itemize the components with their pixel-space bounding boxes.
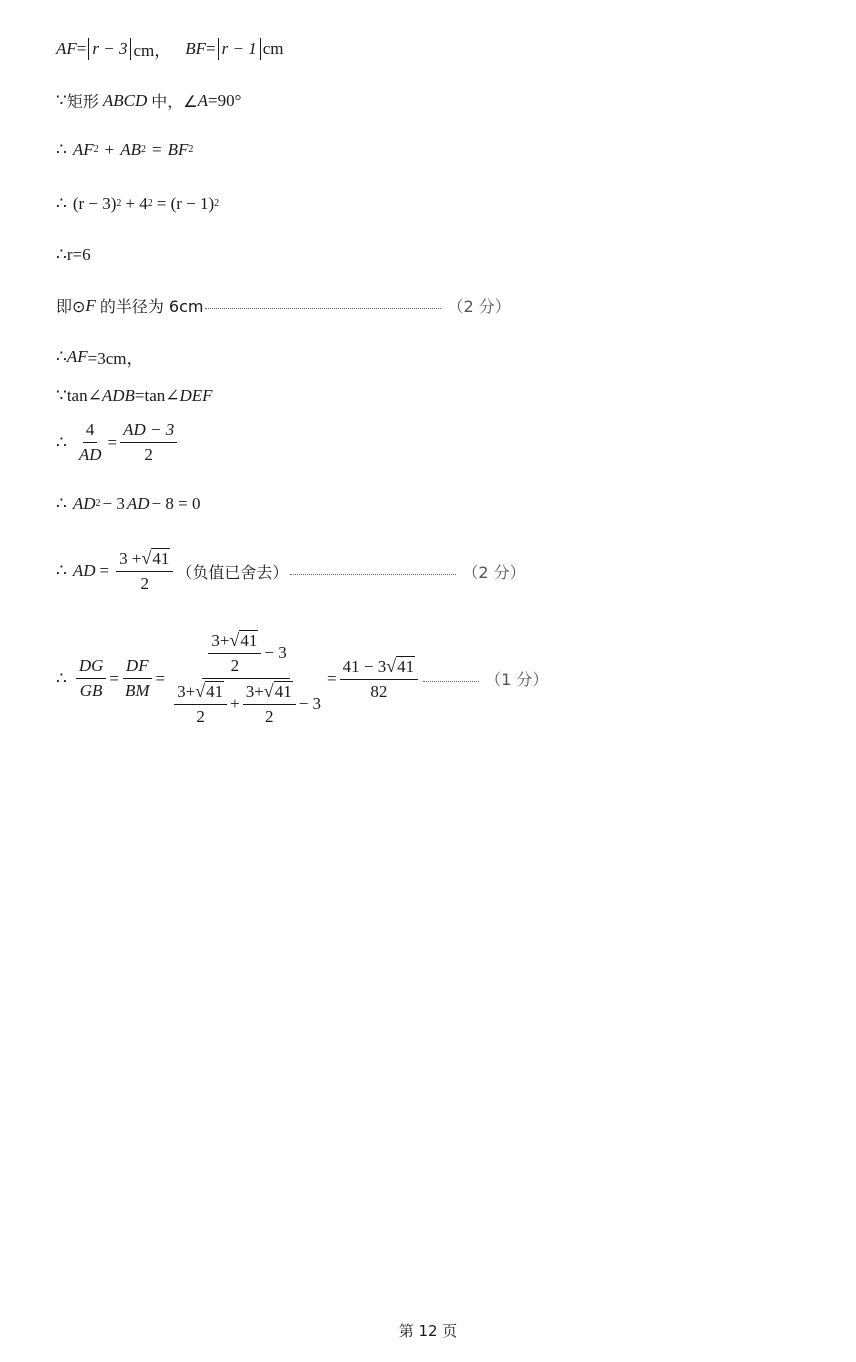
dotted-leader	[205, 302, 441, 309]
equals: =	[151, 140, 162, 159]
therefore-symbol: ∴	[56, 140, 67, 160]
fraction	[243, 681, 296, 727]
equals: =	[109, 668, 119, 688]
angle-def: DEF	[179, 386, 213, 405]
line-substitute: ∴ (r − 3) 2 + 4 2 = (r − 1) 2	[56, 194, 220, 214]
plus: +	[104, 140, 115, 159]
numerator	[243, 681, 296, 705]
line-quadratic: ∴ AD 2 − 3 AD − 8 = 0	[56, 494, 201, 514]
tan: =tan∠	[134, 386, 180, 405]
line-tan	[56, 386, 213, 406]
therefore-symbol: ∴	[56, 561, 67, 581]
because-symbol: ∵	[56, 90, 67, 111]
therefore-symbol: ∴	[56, 245, 67, 265]
denominator: 2	[230, 656, 240, 675]
sqrt: √ 41	[229, 630, 258, 650]
fraction	[340, 656, 418, 702]
fraction	[120, 420, 177, 465]
complex-numerator	[202, 630, 289, 679]
af-value: =3cm，	[87, 349, 144, 368]
equals: =	[327, 668, 337, 688]
ad: AD	[126, 494, 150, 513]
expr-left: (r − 3)	[72, 194, 117, 213]
plus: +	[230, 694, 240, 713]
radicand: 41	[152, 549, 170, 568]
sqrt: √ 41	[386, 655, 415, 676]
line-ad-value	[56, 548, 526, 594]
complex-denominator	[168, 679, 324, 727]
equals: =	[76, 38, 87, 58]
numerator: AD − 3	[120, 420, 177, 443]
equals: =	[99, 561, 110, 580]
line-final-ratio	[56, 630, 548, 727]
bf-label: BF	[185, 38, 207, 58]
numerator: DF	[123, 656, 152, 679]
fraction	[76, 656, 107, 701]
therefore-symbol: ∴	[56, 494, 67, 514]
ad: AD	[72, 494, 96, 513]
text: 矩形	[66, 92, 99, 111]
equation-tail: − 8 = 0	[151, 494, 201, 513]
minus-three: − 3	[264, 643, 287, 662]
equals: =	[206, 38, 216, 58]
radicand: 41	[274, 682, 292, 701]
therefore-symbol: ∴	[56, 668, 67, 689]
dotted-leader	[290, 568, 456, 575]
expr-right: = (r − 1)	[156, 194, 215, 213]
because-symbol: ∵	[56, 386, 67, 406]
line-af-bf	[56, 36, 284, 61]
minus-three: − 3	[102, 494, 125, 513]
denominator: AD	[78, 445, 102, 464]
angle-adb: ADB	[101, 386, 135, 405]
fraction	[122, 656, 153, 701]
bf-abs-expr: r − 1	[218, 38, 261, 60]
unit-cm: cm	[262, 38, 284, 58]
denominator: 2	[196, 707, 205, 726]
line-af-value	[56, 344, 143, 369]
line-radius	[56, 294, 511, 317]
fraction	[76, 420, 105, 465]
denominator: GB	[79, 681, 103, 700]
prefix: 即⊙	[56, 297, 86, 316]
line-r-value	[56, 245, 91, 265]
complex-fraction	[168, 630, 324, 727]
text: 中，∠	[151, 92, 198, 111]
radicand: 41	[397, 656, 415, 676]
line-ratio	[56, 420, 180, 465]
score: （1 分）	[485, 670, 549, 689]
numerator	[208, 630, 261, 654]
line-pythagoras: ∴ AF 2 + AB 2 = BF 2	[56, 140, 194, 160]
numerator-text: 3 +	[119, 549, 142, 568]
af: AF	[66, 346, 88, 366]
numerator-text: 3+	[245, 682, 264, 701]
tan: tan∠	[66, 386, 102, 405]
equals: =	[107, 432, 118, 452]
denominator: 2	[264, 707, 274, 726]
numerator	[174, 681, 227, 705]
therefore-symbol: ∴	[56, 432, 67, 453]
rect-name: ABCD	[102, 90, 148, 110]
ab: AB	[120, 140, 141, 159]
fraction	[174, 681, 227, 727]
unit-cm: cm，	[133, 41, 172, 60]
note: （负值已舍去）	[176, 562, 289, 582]
bf: BF	[167, 140, 189, 159]
numerator	[116, 548, 173, 572]
score: （2 分）	[462, 562, 526, 582]
af: AF	[72, 140, 94, 159]
plus-four: + 4	[125, 194, 148, 213]
numerator: DG	[76, 656, 107, 679]
denominator: BM	[124, 681, 150, 700]
af-abs-expr: r − 3	[88, 38, 131, 60]
denominator: 82	[370, 681, 388, 701]
radicand: 41	[206, 682, 224, 701]
circle-name: F	[85, 295, 96, 315]
sqrt: √ 41	[263, 681, 292, 701]
fraction	[116, 548, 173, 594]
radius-text: 的半径为 6cm	[99, 297, 204, 316]
r-value: r=6	[66, 245, 91, 264]
sqrt: √ 41	[141, 548, 170, 568]
numerator: 4	[83, 420, 98, 443]
denominator: 2	[140, 574, 149, 593]
therefore-symbol: ∴	[56, 194, 67, 214]
numerator-text: 3+	[211, 631, 230, 650]
sqrt: √ 41	[195, 681, 224, 701]
numerator-text: 3+	[177, 682, 196, 701]
fraction	[208, 630, 261, 676]
page-number: 第 12 页	[398, 1322, 458, 1340]
line-rect-angle	[56, 89, 241, 112]
angle-value: =90°	[207, 90, 242, 110]
numerator	[340, 656, 418, 680]
equals: =	[155, 668, 166, 688]
score: （2 分）	[447, 297, 511, 316]
therefore-symbol: ∴	[56, 346, 67, 367]
dotted-leader	[423, 675, 479, 682]
numerator-text: 41 − 3	[342, 656, 387, 676]
denominator: 2	[144, 445, 153, 464]
radicand: 41	[240, 631, 258, 650]
minus-three: − 3	[298, 694, 322, 713]
angle-name: A	[197, 90, 208, 110]
ad: AD	[72, 561, 96, 580]
af-label: AF	[56, 38, 77, 58]
